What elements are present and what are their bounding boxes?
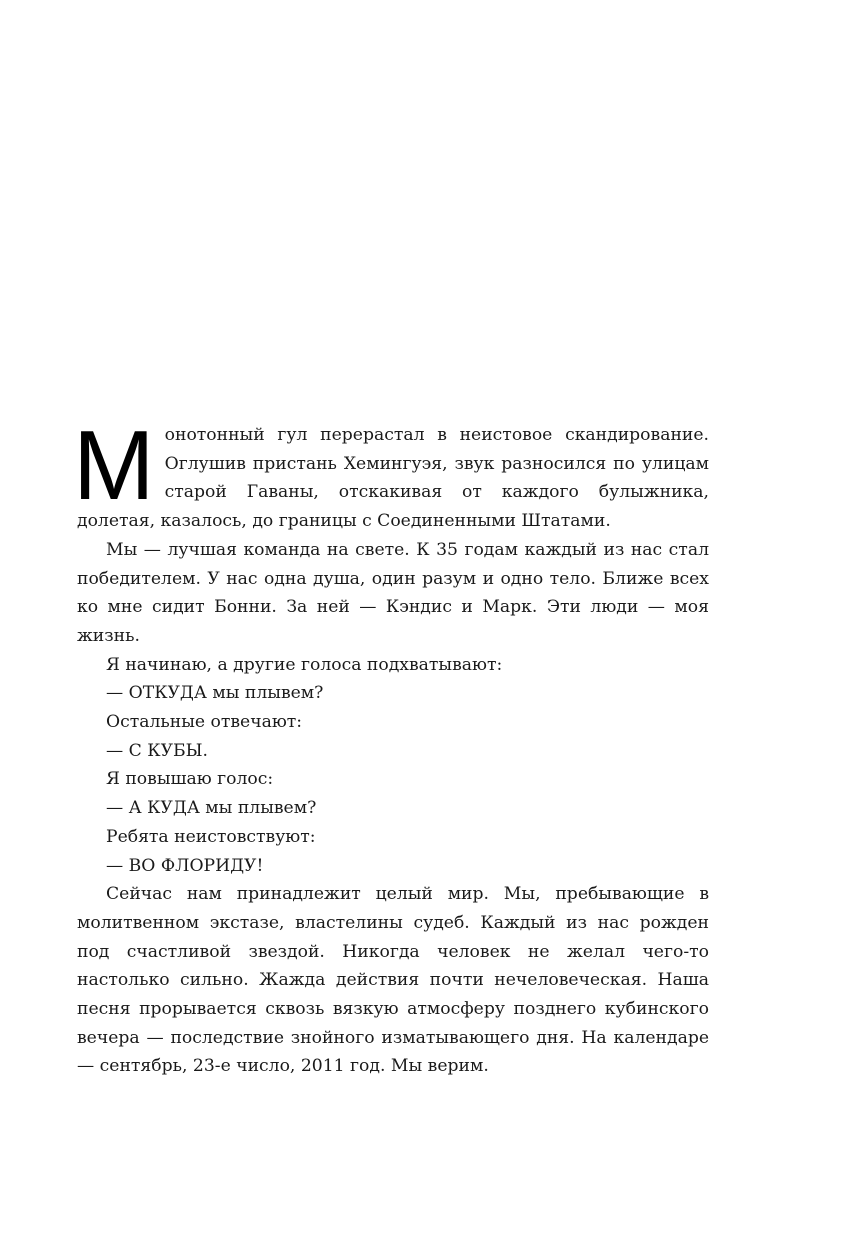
paragraph-chant-start: Я начинаю, а другие голоса подхватывают: [106, 654, 503, 675]
paragraph-others-answer: Остальные отвечают: [106, 712, 303, 733]
drop-cap-letter: М [73, 410, 155, 520]
paragraph-guys-rage: Ребята неистовствуют: [106, 826, 316, 847]
chapter-text [73, 410, 709, 1081]
dialogue-line-to-florida: — ВО ФЛОРИДУ! [106, 855, 264, 876]
dialogue-line-from-cuba: — С КУБЫ. [106, 740, 208, 761]
dialogue-line-to-where: — А КУДА мы плывем? [106, 798, 317, 819]
paragraph-team: Мы — лучшая команда на свете. К 35 годам каждый из нас стал победителем. У нас одна душа, один разум и одно тело. Ближе всех ко мне сидит Бонни. За ней — Кэндис и Марк. Эти люди — моя жизнь. [77, 539, 709, 646]
opening-paragraph [73, 410, 709, 536]
opening-paragraph-text: онотонный гул перерастал в неистовое скандирование. Оглушив пристань Хемингуэя, звук разносился по улицам старой Гаваны, отскакивая от каждого булыжника, долетая, казалось, до границы с Соединенными Штатами. [77, 425, 709, 532]
dialogue-line-from-where: — ОТКУДА мы плывем? [106, 683, 324, 704]
paragraph-world: Сейчас нам принадлежит целый мир. Мы, пребывающие в молитвенном экстазе, властелины судеб. Каждый из нас рожден под счастливой звездой. Никогда человек не желал чего-то настолько сильно. Жажда действия почти нечеловеческая. Наша песня прорывается сквозь вязкую атмосферу позднего кубинского вечера — последствие знойного изматывающего дня. На календаре — сентябрь, 23-е число, 2011 год. Мы верим. [77, 884, 709, 1077]
paragraph-raise-voice: Я повышаю голос: [106, 769, 274, 790]
